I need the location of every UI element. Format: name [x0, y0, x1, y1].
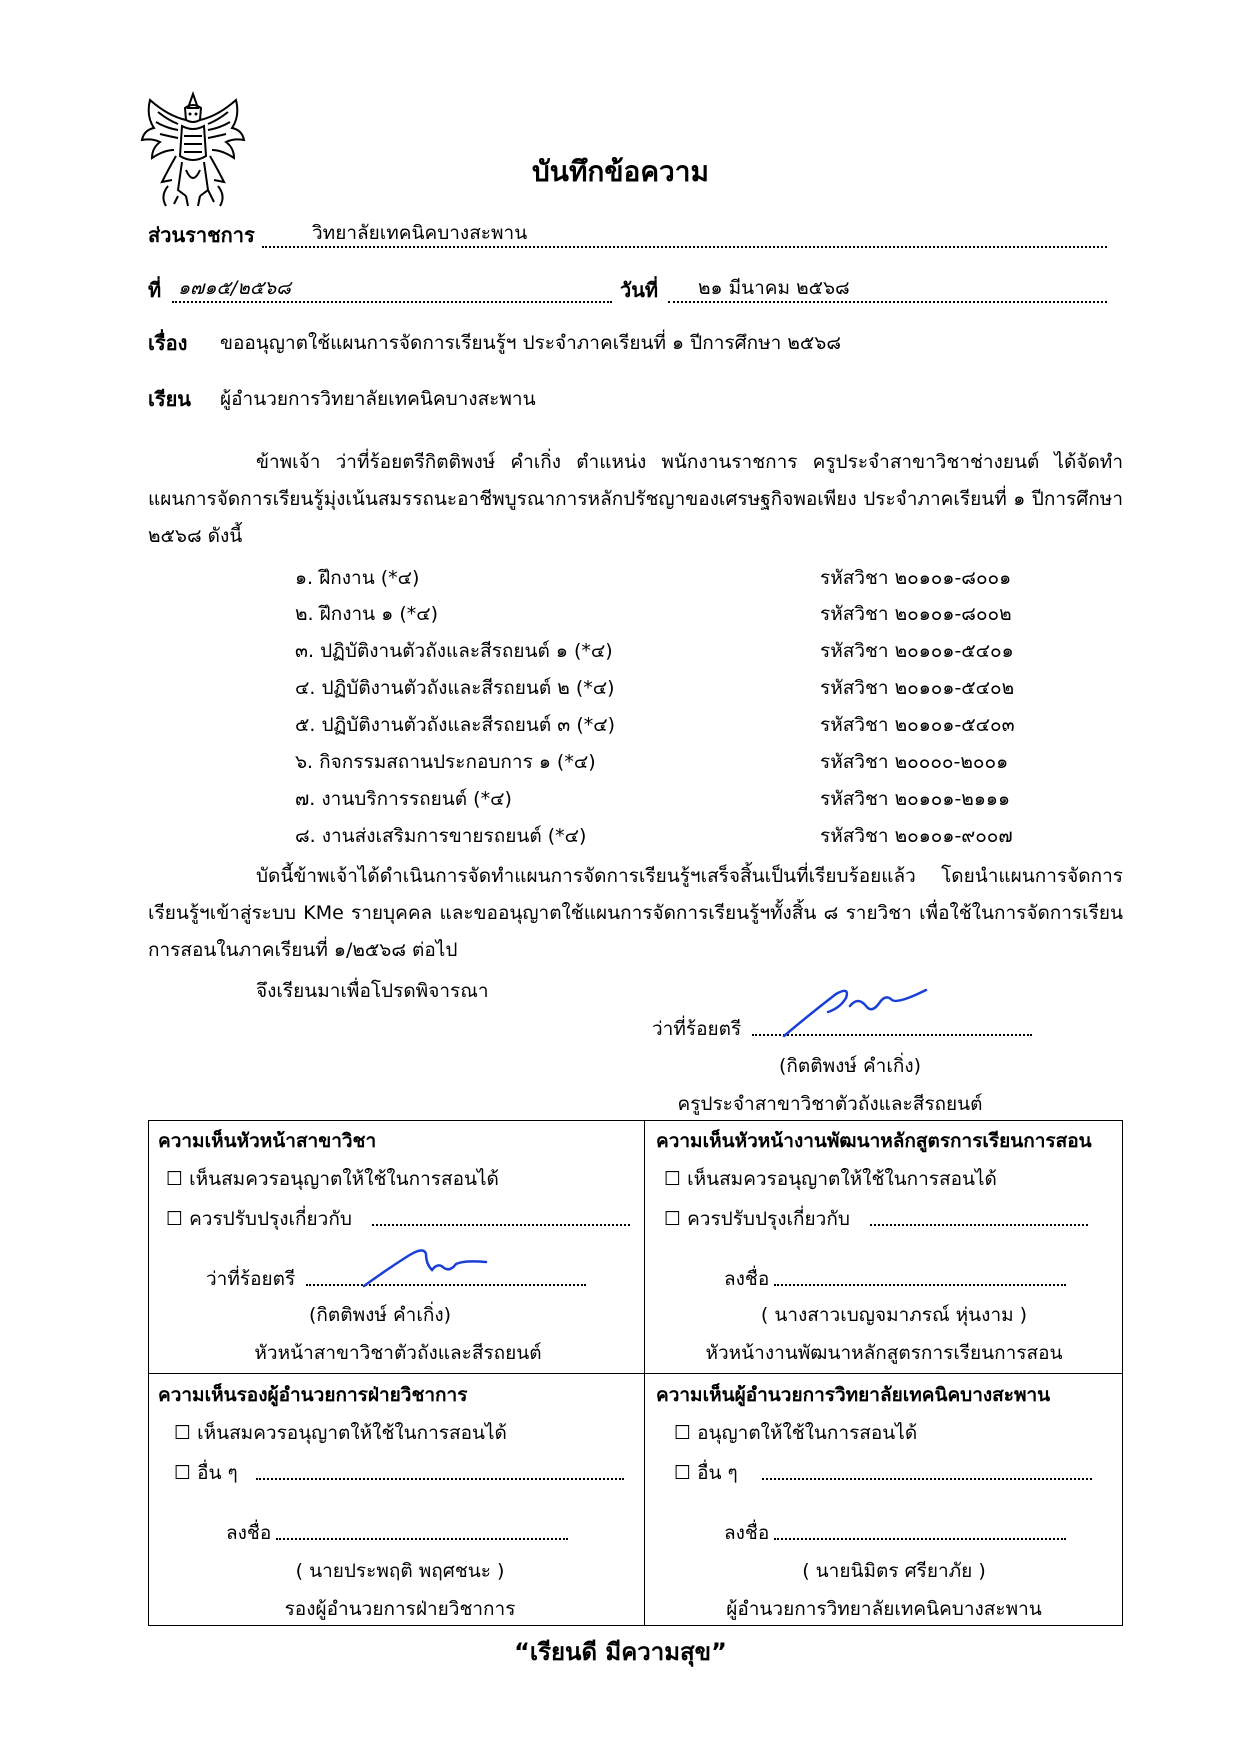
course-name: ๔. ปฏิบัติงานตัวถังและสีรถยนต์ ๒ (*๔) — [295, 677, 615, 699]
deputy-director-option-other[interactable]: ☐ อื่น ๆ — [174, 1462, 238, 1484]
curriculum-head-opinion-box — [644, 1120, 1123, 1374]
signer-position: ครูประจำสาขาวิชาตัวถังและสีรถยนต์ — [677, 1093, 983, 1115]
curriculum-head-option-improve[interactable]: ☐ ควรปรับปรุงเกี่ยวกับ — [664, 1208, 850, 1230]
body-paragraph-1: ข้าพเจ้า ว่าที่ร้อยตรีกิตติพงษ์ คำเกิ่ง ตำแหน่ง พนักงานราชการ ครูประจำสาขาวิชาช่างยนต์ ได้จัดทำแผนการจัดการเรียนรู้มุ่งเน้นสมรรถนะอาชีพบูรณาการหลักปรัชญาของเศรษฐกิจพอเพียง ประจำภาคเรียนที่ ๑ ปีการศึกษา ๒๕๖๘ ดังนี้ — [148, 451, 1123, 547]
dept-head-title: ความเห็นหัวหน้าสาขาวิชา — [158, 1130, 377, 1152]
dept-head-sign-prefix: ว่าที่ร้อยตรี — [206, 1268, 296, 1290]
curriculum-head-name: ( นางสาวเบญจมาภรณ์ หุ่นงาม ) — [760, 1304, 1028, 1326]
curriculum-head-improve-dotline — [870, 1224, 1088, 1226]
course-code: รหัสวิชา ๒๐๑๐๑-๕๔๐๑ — [820, 640, 1014, 662]
deputy-director-name: ( นายประพฤติ พฤศชนะ ) — [295, 1560, 505, 1582]
deputy-director-option-approve[interactable]: ☐ เห็นสมควรอนุญาตให้ใช้ในการสอนได้ — [174, 1422, 507, 1444]
signer-name: (กิตติพงษ์ คำเกิ่ง) — [778, 1055, 922, 1077]
subject-value: ขออนุญาตใช้แผนการจัดการเรียนรู้ฯ ประจำภาคเรียนที่ ๑ ปีการศึกษา ๒๕๖๘ — [220, 332, 842, 354]
agency-value: วิทยาลัยเทคนิคบางสะพาน — [312, 222, 528, 244]
director-signature-line — [774, 1538, 1066, 1540]
course-code: รหัสวิชา ๒๐๐๐๐-๒๐๐๑ — [820, 751, 1009, 773]
curriculum-head-sign-prefix: ลงชื่อ — [724, 1268, 770, 1290]
dept-head-option-improve[interactable]: ☐ ควรปรับปรุงเกี่ยวกับ — [166, 1208, 352, 1230]
subject-label: เรื่อง — [148, 331, 188, 355]
curriculum-head-title: ความเห็นหัวหน้างานพัฒนาหลักสูตรการเรียนการสอน — [656, 1130, 1092, 1152]
motto: “เรียนดี มีความสุข” — [514, 1638, 727, 1666]
director-position: ผู้อำนวยการวิทยาลัยเทคนิคบางสะพาน — [726, 1598, 1042, 1620]
closing-text: จึงเรียนมาเพื่อโปรดพิจารณา — [256, 980, 489, 1002]
director-option-approve[interactable]: ☐ อนุญาตให้ใช้ในการสอนได้ — [674, 1422, 918, 1444]
date-value: ๒๑ มีนาคม ๒๕๖๘ — [698, 277, 850, 299]
course-name: ๗. งานบริการรถยนต์ (*๔) — [295, 788, 512, 810]
director-title: ความเห็นผู้อำนวยการวิทยาลัยเทคนิคบางสะพาน — [656, 1384, 1051, 1406]
dept-head-option-approve[interactable]: ☐ เห็นสมควรอนุญาตให้ใช้ในการสอนได้ — [166, 1168, 499, 1190]
course-code: รหัสวิชา ๒๐๑๐๑-๘๐๐๒ — [820, 603, 1012, 625]
director-name: ( นายนิมิตร ศรียาภัย ) — [802, 1560, 986, 1582]
director-option-other[interactable]: ☐ อื่น ๆ — [674, 1462, 738, 1484]
signer-prefix: ว่าที่ร้อยตรี — [652, 1018, 742, 1040]
director-other-dotline — [762, 1478, 1092, 1480]
date-label: วันที่ — [620, 278, 659, 302]
body-paragraph-2: บัดนี้ข้าพเจ้าได้ดำเนินการจัดทำแผนการจัดการเรียนรู้ฯเสร็จสิ้นเป็นที่เรียบร้อยแล้ว โดยนำแผนการจัดการเรียนรู้ฯเข้าสู่ระบบ KMe รายบุคคล และขออนุญาตใช้แผนการจัดการเรียนรู้ฯทั้งสิ้น ๘ รายวิชา เพื่อใช้ในการจัดการเรียนการสอนในภาคเรียนที่ ๑/๒๕๖๘ ต่อไป — [148, 865, 1123, 961]
ref-value: ๑๗๑๕/๒๕๖๘ — [178, 277, 291, 299]
dept-head-signature-image — [360, 1240, 490, 1290]
to-label: เรียน — [148, 387, 191, 411]
course-name: ๓. ปฏิบัติงานตัวถังและสีรถยนต์ ๑ (*๔) — [295, 640, 613, 662]
deputy-director-sign-prefix: ลงชื่อ — [226, 1522, 272, 1544]
dept-head-position: หัวหน้าสาขาวิชาตัวถังและสีรถยนต์ — [254, 1342, 542, 1364]
curriculum-head-option-approve[interactable]: ☐ เห็นสมควรอนุญาตให้ใช้ในการสอนได้ — [664, 1168, 997, 1190]
course-code: รหัสวิชา ๒๐๑๐๑-๙๐๐๗ — [820, 825, 1013, 847]
dept-head-improve-dotline — [372, 1224, 630, 1226]
course-code: รหัสวิชา ๒๐๑๐๑-๘๐๐๑ — [820, 567, 1012, 589]
deputy-director-title: ความเห็นรองผู้อำนวยการฝ่ายวิชาการ — [158, 1384, 468, 1406]
agency-label: ส่วนราชการ — [148, 223, 255, 247]
deputy-director-opinion-box — [148, 1373, 645, 1626]
ref-label: ที่ — [148, 278, 162, 302]
course-code: รหัสวิชา ๒๐๑๐๑-๕๔๐๒ — [820, 677, 1015, 699]
dept-head-name: (กิตติพงษ์ คำเกิ่ง) — [308, 1304, 452, 1326]
deputy-director-other-dotline — [256, 1478, 624, 1480]
director-sign-prefix: ลงชื่อ — [724, 1522, 770, 1544]
curriculum-head-signature-line — [774, 1284, 1066, 1286]
course-name: ๑. ฝึกงาน (*๔) — [295, 567, 420, 589]
course-code: รหัสวิชา ๒๐๑๐๑-๕๔๐๓ — [820, 714, 1015, 736]
deputy-director-position: รองผู้อำนวยการฝ่ายวิชาการ — [284, 1598, 516, 1620]
to-value: ผู้อำนวยการวิทยาลัยเทคนิคบางสะพาน — [220, 388, 536, 410]
course-code: รหัสวิชา ๒๐๑๐๑-๒๑๑๑ — [820, 788, 1010, 810]
curriculum-head-position: หัวหน้างานพัฒนาหลักสูตรการเรียนการสอน — [705, 1342, 1063, 1364]
course-name: ๒. ฝึกงาน ๑ (*๔) — [295, 603, 439, 625]
course-name: ๘. งานส่งเสริมการขายรถยนต์ (*๔) — [295, 825, 587, 847]
director-opinion-box — [644, 1373, 1123, 1626]
document-title: บันทึกข้อความ — [532, 155, 709, 188]
deputy-director-signature-line — [276, 1538, 568, 1540]
signer-signature-image — [780, 984, 930, 1040]
course-name: ๕. ปฏิบัติงานตัวถังและสีรถยนต์ ๓ (*๔) — [295, 714, 616, 736]
course-name: ๖. กิจกรรมสถานประกอบการ ๑ (*๔) — [295, 751, 596, 773]
